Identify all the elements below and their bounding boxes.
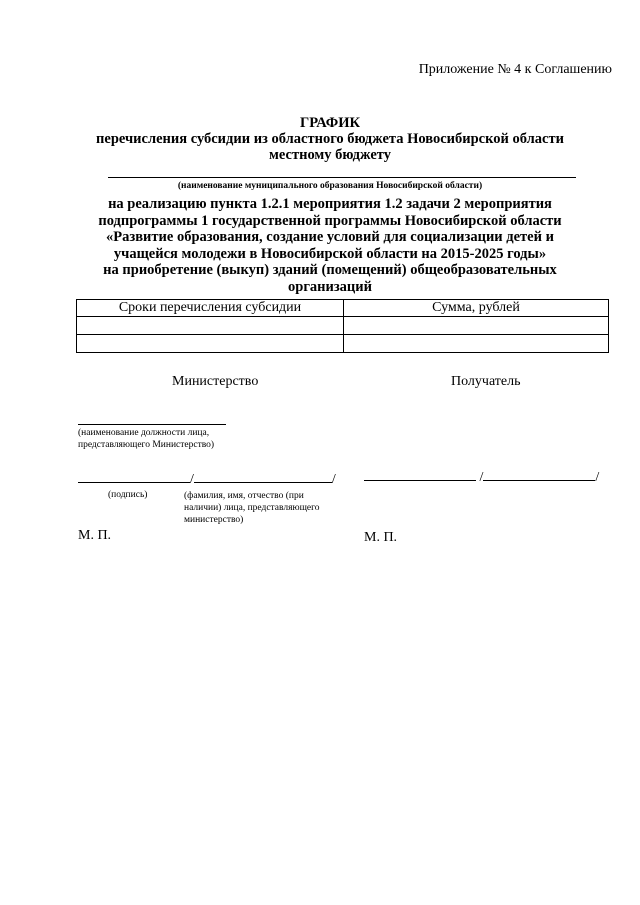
fio-blank[interactable] — [483, 466, 595, 481]
appendix-reference: Приложение № 4 к Соглашению — [418, 62, 612, 77]
slash-separator: / — [479, 470, 484, 485]
document-subtitle-line-1: перечисления субсидии из областного бюджета Новосибирской области — [96, 131, 564, 147]
position-caption — [78, 427, 278, 451]
document-title: ГРАФИК — [299, 115, 361, 131]
municipality-caption: (наименование муниципального образования Новосибирской области) — [177, 181, 483, 191]
slash-separator: / — [331, 472, 336, 487]
table-header-row — [77, 300, 609, 317]
table-cell-amount[interactable] — [344, 335, 609, 353]
purpose-line: подпрограммы 1 государственной программы Новосибирской области — [98, 212, 562, 229]
header-transfer-dates: Сроки перечисления субсидии — [77, 300, 344, 317]
purpose-line: учащейся молодежи в Новосибирской области на 2015-2025 годы» — [113, 245, 547, 262]
signature-blank[interactable] — [78, 468, 190, 483]
purpose-line: «Развитие образования, создание условий для социализации детей и — [106, 229, 554, 245]
receiver-signature-line — [364, 466, 599, 486]
municipality-fill-line — [108, 177, 576, 178]
purpose-line: на приобретение (выкуп) зданий (помещений) общеобразовательных — [103, 262, 557, 278]
fio-caption-line: министерство) — [184, 515, 244, 525]
fio-caption — [184, 490, 344, 526]
document-subtitle-line-2: местному бюджету — [269, 147, 391, 163]
slash-separator: / — [190, 472, 194, 487]
receiver-label: Получатель — [451, 374, 521, 389]
signature-blank[interactable] — [364, 466, 476, 481]
stamp-place-receiver: М. П. — [364, 530, 398, 545]
header-amount: Сумма, рублей — [344, 300, 609, 317]
ministry-label: Министерство — [172, 374, 259, 389]
position-caption-line: (наименование должности лица, — [78, 428, 210, 438]
stamp-place-ministry: М. П. — [78, 528, 112, 543]
schedule-table — [76, 299, 609, 353]
table-row — [77, 317, 609, 335]
purpose-line: организаций — [288, 278, 372, 295]
table-cell-dates[interactable] — [77, 335, 344, 353]
fio-blank[interactable] — [194, 468, 332, 483]
fio-caption-line: (фамилия, имя, отчество (при — [184, 491, 304, 501]
table-row — [77, 335, 609, 353]
fio-caption-line: наличии) лица, представляющего — [184, 503, 320, 513]
table-cell-dates[interactable] — [77, 317, 344, 335]
purpose-line: на реализацию пункта 1.2.1 мероприятия 1.2 задачи 2 мероприятия — [108, 196, 552, 212]
slash-separator: / — [595, 470, 600, 485]
ministry-signature-line — [78, 468, 336, 488]
position-fill-line — [78, 424, 226, 425]
signature-caption: (подпись) — [108, 490, 148, 500]
purpose-block — [60, 196, 600, 295]
table-cell-amount[interactable] — [344, 317, 609, 335]
position-caption-line: представляющего Министерство) — [78, 440, 215, 450]
